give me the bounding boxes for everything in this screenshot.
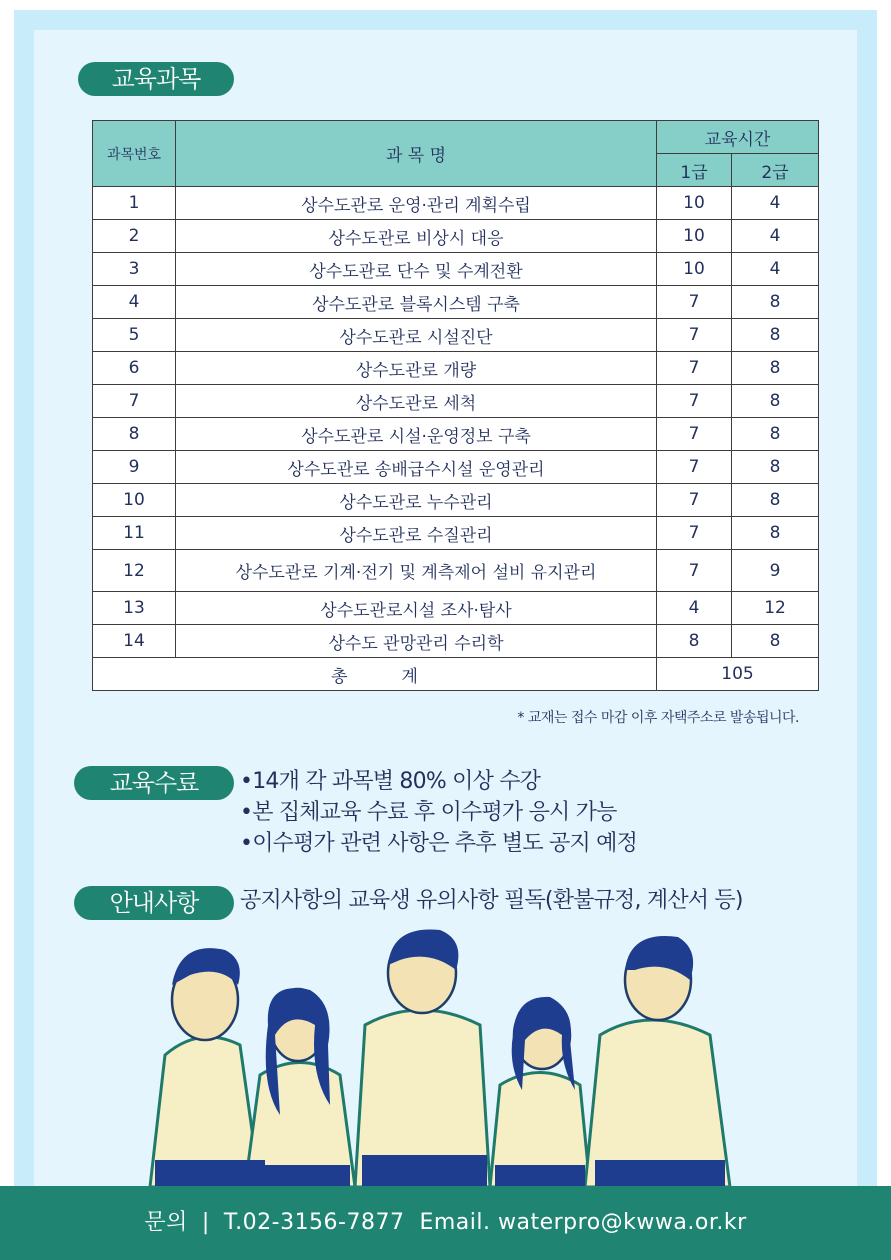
table-row — [93, 187, 819, 220]
row-course-name: 상수도관로 운영·관리 계획수립 — [176, 187, 657, 220]
row-grade1-hours: 7 — [657, 517, 732, 550]
row-grade1-hours: 10 — [657, 253, 732, 286]
row-course-name: 상수도관로 누수관리 — [176, 484, 657, 517]
row-grade2-hours: 8 — [732, 517, 819, 550]
table-row — [93, 286, 819, 319]
row-course-name: 상수도관로 송배급수시설 운영관리 — [176, 451, 657, 484]
footer-label: 문의 — [144, 1210, 188, 1235]
course-table — [92, 120, 819, 691]
footer-separator: | — [201, 1210, 210, 1235]
table-row — [93, 625, 819, 658]
row-course-name: 상수도관로 개량 — [176, 352, 657, 385]
row-number: 10 — [93, 484, 176, 517]
table-row — [93, 319, 819, 352]
row-number: 6 — [93, 352, 176, 385]
row-grade1-hours: 7 — [657, 352, 732, 385]
row-grade1-hours: 7 — [657, 550, 732, 592]
header-course-number: 과목번호 — [93, 121, 176, 187]
section-label-notice: 안내사항 — [74, 886, 234, 920]
row-grade2-hours: 8 — [732, 451, 819, 484]
row-course-name: 상수도관로 기계·전기 및 계측제어 설비 유지관리 — [176, 550, 657, 592]
row-grade1-hours: 7 — [657, 451, 732, 484]
total-value: 105 — [657, 658, 819, 691]
header-hours: 교육시간 — [657, 121, 819, 154]
row-grade2-hours: 8 — [732, 625, 819, 658]
textbook-note: * 교재는 접수 마감 이후 자택주소로 발송됩니다. — [517, 710, 799, 726]
row-number: 13 — [93, 592, 176, 625]
row-grade2-hours: 8 — [732, 484, 819, 517]
table-row — [93, 385, 819, 418]
table-row — [93, 592, 819, 625]
row-number: 3 — [93, 253, 176, 286]
row-number: 11 — [93, 517, 176, 550]
table-row — [93, 418, 819, 451]
row-grade1-hours: 7 — [657, 286, 732, 319]
table-row — [93, 484, 819, 517]
row-number: 2 — [93, 220, 176, 253]
total-label: 총 계 — [93, 658, 657, 691]
row-number: 4 — [93, 286, 176, 319]
row-course-name: 상수도관로 비상시 대응 — [176, 220, 657, 253]
row-course-name: 상수도관로 세척 — [176, 385, 657, 418]
footer-contact-info: T.02-3156-7877 Email. waterpro@kwwa.or.kr — [223, 1210, 747, 1235]
row-number: 7 — [93, 385, 176, 418]
row-course-name: 상수도관로 수질관리 — [176, 517, 657, 550]
list-item: • 본 집체교육 수료 후 이수평가 응시 가능 — [240, 797, 637, 828]
footer-contact — [0, 1186, 891, 1260]
row-number: 9 — [93, 451, 176, 484]
section-label-completion: 교육수료 — [74, 766, 234, 800]
row-grade2-hours: 4 — [732, 253, 819, 286]
table-row — [93, 352, 819, 385]
row-grade1-hours: 7 — [657, 484, 732, 517]
row-course-name: 상수도관로 블록시스템 구축 — [176, 286, 657, 319]
row-number: 14 — [93, 625, 176, 658]
row-grade2-hours: 8 — [732, 352, 819, 385]
table-row — [93, 220, 819, 253]
row-grade1-hours: 7 — [657, 385, 732, 418]
row-grade2-hours: 4 — [732, 187, 819, 220]
row-grade2-hours: 9 — [732, 550, 819, 592]
row-grade2-hours: 8 — [732, 286, 819, 319]
header-grade1: 1급 — [657, 154, 732, 187]
row-grade1-hours: 8 — [657, 625, 732, 658]
section-label-courses: 교육과목 — [78, 62, 234, 96]
list-item: • 이수평가 관련 사항은 추후 별도 공지 예정 — [240, 828, 637, 859]
row-grade1-hours: 10 — [657, 220, 732, 253]
row-course-name: 상수도 관망관리 수리학 — [176, 625, 657, 658]
row-grade1-hours: 10 — [657, 187, 732, 220]
row-course-name: 상수도관로시설 조사·탐사 — [176, 592, 657, 625]
total-row — [93, 658, 819, 691]
row-grade1-hours: 7 — [657, 319, 732, 352]
row-grade2-hours: 8 — [732, 418, 819, 451]
table-row — [93, 517, 819, 550]
row-course-name: 상수도관로 시설진단 — [176, 319, 657, 352]
row-grade1-hours: 7 — [657, 418, 732, 451]
row-grade2-hours: 8 — [732, 385, 819, 418]
group-of-students-illustration — [130, 925, 780, 1187]
row-grade1-hours: 4 — [657, 592, 732, 625]
header-grade2: 2급 — [732, 154, 819, 187]
row-course-name: 상수도관로 단수 및 수계전환 — [176, 253, 657, 286]
list-item: • 14개 각 과목별 80% 이상 수강 — [240, 766, 637, 797]
table-row — [93, 253, 819, 286]
table-row — [93, 451, 819, 484]
row-grade2-hours: 8 — [732, 319, 819, 352]
header-course-name: 과 목 명 — [176, 121, 657, 187]
row-course-name: 상수도관로 시설·운영정보 구축 — [176, 418, 657, 451]
row-grade2-hours: 4 — [732, 220, 819, 253]
row-grade2-hours: 12 — [732, 592, 819, 625]
row-number: 8 — [93, 418, 176, 451]
row-number: 12 — [93, 550, 176, 592]
notice-text: 공지사항의 교육생 유의사항 필독(환불규정, 계산서 등) — [240, 888, 743, 913]
completion-list — [240, 766, 637, 859]
table-row — [93, 550, 819, 592]
row-number: 1 — [93, 187, 176, 220]
row-number: 5 — [93, 319, 176, 352]
